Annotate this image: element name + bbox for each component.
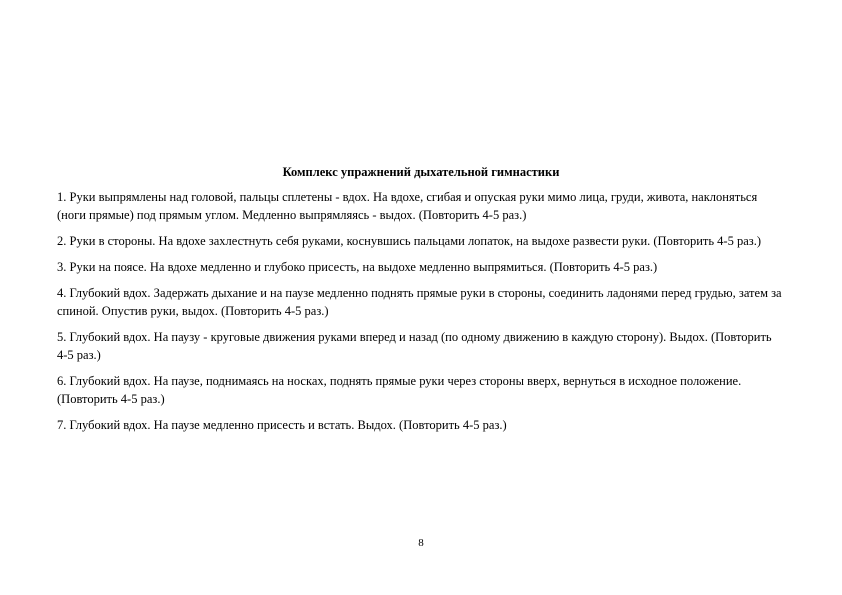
exercise-item-5: 5. Глубокий вдох. На паузу - круговые движения руками вперед и назад (по одному движению в каждую сторону). Выдох. (Повторить 4-5 раз.) xyxy=(57,330,772,362)
exercise-item-3: 3. Руки на поясе. На вдохе медленно и глубоко присесть, на выдохе медленно выпрямиться. (Повторить 4-5 раз.) xyxy=(57,260,658,274)
page-number: 8 xyxy=(418,537,424,549)
exercise-item-2: 2. Руки в стороны. На вдохе захлестнуть себя руками, коснувшись пальцами лопаток, на выдохе развести руки. (Повторить 4-5 раз.) xyxy=(57,234,761,248)
exercise-item-1: 1. Руки выпрямлены над головой, пальцы сплетены - вдох. На вдохе, сгибая и опуская руки мимо лица, груди, живота, наклоняться (ноги прямые) под прямым углом. Медленно выпрямляясь - выдох. (Повторить 4-5 раз.) xyxy=(57,190,758,222)
document-body xyxy=(57,164,785,442)
exercise-item-7: 7. Глубокий вдох. На паузе медленно присесть и встать. Выдох. (Повторить 4-5 раз.) xyxy=(57,418,507,432)
exercise-item-6: 6. Глубокий вдох. На паузе, поднимаясь на носках, поднять прямые руки через стороны вверх, вернуться в исходное положение. (Повторить 4-5 раз.) xyxy=(57,374,742,406)
document-title: Комплекс упражнений дыхательной гимнастики xyxy=(282,165,560,179)
exercise-item-4: 4. Глубокий вдох. Задержать дыхание и на паузе медленно поднять прямые руки в стороны, соединить ладонями перед грудью, затем за спиной. Опустив руки, выдох. (Повторить 4-5 раз.) xyxy=(57,286,782,318)
